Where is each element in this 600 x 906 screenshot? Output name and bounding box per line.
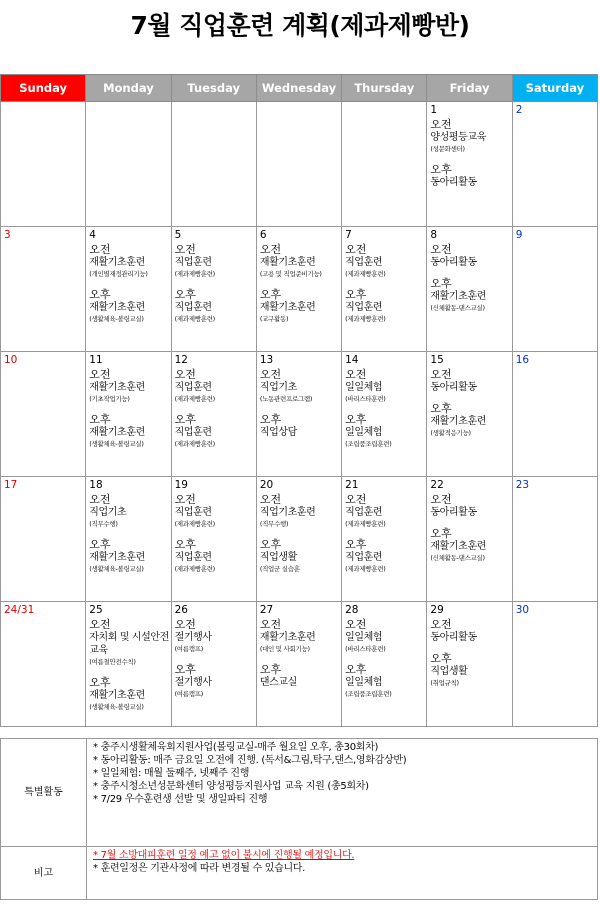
day-cell-monday bbox=[86, 352, 171, 477]
morning-activity: 절기행사 bbox=[174, 632, 212, 643]
morning-label: 오전 bbox=[174, 243, 196, 256]
special-activities-list bbox=[87, 739, 598, 847]
calendar-week-row bbox=[1, 602, 598, 727]
afternoon-activity-detail: (생활체육-볼링교실) bbox=[89, 565, 144, 573]
day-cell-wednesday bbox=[256, 227, 341, 352]
morning-activity-detail: (기초작업기능) bbox=[89, 395, 130, 403]
morning-activity-detail: (제과제빵훈련) bbox=[174, 395, 215, 403]
morning-activity: 동아리활동 bbox=[430, 382, 477, 393]
calendar-week-row bbox=[1, 352, 598, 477]
morning-label: 오전 bbox=[259, 368, 282, 381]
morning-activity-detail: (직무수행) bbox=[259, 520, 289, 528]
day-cell-friday bbox=[427, 352, 512, 477]
afternoon-activity: 일일체험 bbox=[345, 427, 383, 438]
spacer bbox=[345, 405, 426, 413]
afternoon-activity-detail: (생활적응기능) bbox=[430, 429, 471, 437]
afternoon-activity-detail: (제과제빵훈련) bbox=[174, 440, 215, 448]
morning-activity-detail: (직무수행) bbox=[89, 520, 118, 528]
spacer bbox=[430, 394, 511, 402]
day-number: 25 bbox=[89, 604, 103, 616]
afternoon-activity: 재활기초훈련 bbox=[89, 427, 145, 438]
spacer bbox=[175, 655, 256, 663]
afternoon-label: 오후 bbox=[430, 527, 452, 540]
day-cell-tuesday bbox=[171, 477, 256, 602]
spacer bbox=[89, 530, 170, 538]
afternoon-activity: 직업훈련 bbox=[345, 552, 383, 563]
spacer bbox=[260, 280, 341, 288]
day-number: 26 bbox=[174, 604, 188, 616]
morning-activity: 직업훈련 bbox=[174, 257, 212, 268]
morning-label: 오전 bbox=[174, 618, 196, 631]
calendar-week-row bbox=[1, 477, 598, 602]
day-cell-monday bbox=[86, 227, 171, 352]
day-cell-tuesday bbox=[171, 352, 256, 477]
afternoon-label: 오후 bbox=[430, 652, 452, 665]
morning-activity: 동아리활동 bbox=[430, 507, 477, 518]
day-number bbox=[4, 104, 85, 118]
afternoon-activity-detail: (생활체육-볼링교실) bbox=[89, 703, 144, 711]
day-number: 17 bbox=[4, 479, 18, 491]
afternoon-label: 오후 bbox=[430, 277, 452, 290]
morning-activity-detail: (바리스타훈련) bbox=[345, 645, 386, 653]
day-number: 9 bbox=[515, 229, 523, 241]
day-cell-sunday bbox=[1, 602, 86, 727]
day-cell-wednesday bbox=[256, 102, 341, 227]
morning-label: 오전 bbox=[174, 368, 196, 381]
afternoon-activity-detail: (교구활동) bbox=[259, 315, 289, 323]
day-number bbox=[260, 104, 341, 118]
afternoon-activity: 직업생활 bbox=[430, 666, 468, 677]
day-number: 11 bbox=[89, 354, 103, 366]
afternoon-activity-detail: (제과제빵훈련) bbox=[174, 565, 215, 573]
afternoon-activity: 재활기초훈련 bbox=[89, 552, 145, 563]
morning-activity-detail: (고용 및 직업준비기능) bbox=[259, 270, 322, 278]
weekday-header-friday: Friday bbox=[427, 75, 512, 102]
calendar-table bbox=[0, 74, 598, 727]
spacer bbox=[260, 530, 341, 538]
afternoon-activity: 재활기초훈련 bbox=[89, 690, 145, 701]
day-number: 28 bbox=[345, 604, 359, 616]
day-cell-sunday bbox=[1, 227, 86, 352]
afternoon-label: 오후 bbox=[430, 163, 452, 176]
afternoon-activity: 재활기초훈련 bbox=[89, 302, 145, 313]
morning-label: 오전 bbox=[345, 493, 367, 506]
afternoon-activity: 직업훈련 bbox=[174, 427, 212, 438]
afternoon-label: 오후 bbox=[430, 402, 452, 415]
day-number bbox=[345, 104, 426, 118]
special-activity-item: * 충주시청소년성문화센터 양성평등지원사업 교육 지원 (총5회차) bbox=[93, 781, 369, 792]
day-number bbox=[89, 104, 170, 118]
afternoon-label: 오후 bbox=[259, 538, 282, 551]
morning-activity-detail: (제과제빵훈련) bbox=[174, 270, 215, 278]
day-cell-thursday bbox=[342, 227, 427, 352]
morning-activity: 자치회 및 시설안전교육 bbox=[89, 632, 169, 656]
spacer bbox=[430, 519, 511, 527]
morning-label: 오전 bbox=[430, 493, 452, 506]
afternoon-activity: 재활기초훈련 bbox=[430, 541, 486, 552]
morning-label: 오전 bbox=[430, 118, 452, 131]
morning-label: 오전 bbox=[430, 243, 452, 256]
afternoon-activity: 재활기초훈련 bbox=[430, 291, 486, 302]
afternoon-activity-detail: (제과제빵훈련) bbox=[345, 315, 386, 323]
afternoon-label: 오후 bbox=[345, 413, 367, 426]
morning-activity: 직업훈련 bbox=[345, 257, 383, 268]
afternoon-activity: 절기행사 bbox=[174, 677, 212, 688]
morning-activity: 동아리활동 bbox=[430, 632, 477, 643]
day-cell-saturday bbox=[512, 602, 597, 727]
fire-drill-warning: * 7월 소방대피훈련 일정 예고 없이 불시에 진행될 예정입니다. bbox=[93, 850, 355, 861]
afternoon-label: 오후 bbox=[259, 413, 282, 426]
spacer bbox=[175, 405, 256, 413]
day-number: 16 bbox=[515, 354, 530, 366]
afternoon-label: 오후 bbox=[345, 538, 367, 551]
morning-label: 오전 bbox=[89, 243, 111, 256]
afternoon-activity: 직업훈련 bbox=[174, 302, 212, 313]
afternoon-activity-detail: (생활체육-볼링교실) bbox=[89, 315, 144, 323]
day-number: 24/31 bbox=[4, 604, 35, 616]
spacer bbox=[89, 668, 170, 676]
morning-label: 오전 bbox=[89, 618, 111, 631]
afternoon-activity-detail: (제과제빵훈련) bbox=[345, 565, 386, 573]
afternoon-activity: 일일체험 bbox=[345, 677, 383, 688]
day-number: 7 bbox=[345, 229, 352, 241]
morning-activity: 직업기초훈련 bbox=[259, 507, 316, 518]
afternoon-activity-detail: (제과제빵훈련) bbox=[174, 315, 215, 323]
afternoon-label: 오후 bbox=[174, 663, 196, 676]
special-activity-item: * 일일체험: 매월 둘째주, 넷째주 진행 bbox=[93, 768, 250, 779]
day-number: 8 bbox=[430, 229, 438, 241]
afternoon-activity-detail: (취업규칙) bbox=[430, 679, 459, 687]
afternoon-label: 오후 bbox=[174, 538, 196, 551]
afternoon-activity-detail: (여름캠프) bbox=[174, 690, 203, 698]
afternoon-activity: 직업상담 bbox=[259, 427, 297, 438]
day-number: 27 bbox=[259, 604, 274, 616]
day-cell-saturday bbox=[512, 227, 597, 352]
afternoon-label: 오후 bbox=[174, 413, 196, 426]
weekday-header-row bbox=[1, 75, 598, 102]
remarks-row bbox=[1, 847, 598, 900]
spacer bbox=[345, 280, 426, 288]
day-number: 13 bbox=[259, 354, 274, 366]
morning-activity: 직업훈련 bbox=[174, 507, 212, 518]
day-cell-thursday bbox=[342, 102, 427, 227]
afternoon-label: 오후 bbox=[174, 288, 196, 301]
day-number: 2 bbox=[515, 104, 523, 116]
day-cell-monday bbox=[86, 602, 171, 727]
morning-activity: 동아리활동 bbox=[430, 257, 477, 268]
day-cell-saturday bbox=[512, 352, 597, 477]
spacer bbox=[345, 655, 426, 663]
afternoon-activity-detail: (생활체육-볼링교실) bbox=[89, 440, 144, 448]
afternoon-activity: 댄스교실 bbox=[259, 677, 297, 688]
weekday-header-sunday: Sunday bbox=[1, 75, 86, 102]
afternoon-activity-detail: (직업군 실습훈 bbox=[259, 565, 300, 573]
morning-activity: 직업기초 bbox=[259, 382, 297, 393]
spacer bbox=[260, 655, 341, 663]
spacer bbox=[89, 280, 170, 288]
day-cell-tuesday bbox=[171, 602, 256, 727]
weekday-header-saturday: Saturday bbox=[512, 75, 597, 102]
day-number: 23 bbox=[515, 479, 530, 491]
day-number: 19 bbox=[174, 479, 188, 491]
notes-table bbox=[0, 738, 598, 900]
day-number: 10 bbox=[4, 354, 18, 366]
day-cell-saturday bbox=[512, 102, 597, 227]
day-cell-monday bbox=[86, 102, 171, 227]
morning-activity-detail: (제과제빵훈련) bbox=[345, 520, 386, 528]
day-number: 14 bbox=[345, 354, 359, 366]
spacer bbox=[430, 155, 511, 163]
morning-activity: 직업훈련 bbox=[174, 382, 212, 393]
morning-activity-detail: (노동관련프로그램) bbox=[259, 395, 313, 403]
afternoon-label: 오후 bbox=[89, 413, 111, 426]
morning-activity: 재활기초훈련 bbox=[259, 257, 316, 268]
day-cell-saturday bbox=[512, 477, 597, 602]
afternoon-label: 오후 bbox=[89, 676, 111, 689]
day-number: 21 bbox=[345, 479, 359, 491]
weekday-header-tuesday: Tuesday bbox=[171, 75, 256, 102]
morning-activity: 일일체험 bbox=[345, 382, 383, 393]
day-cell-friday bbox=[427, 602, 512, 727]
day-number: 1 bbox=[430, 104, 438, 116]
afternoon-label: 오후 bbox=[345, 663, 367, 676]
afternoon-activity: 직업훈련 bbox=[174, 552, 212, 563]
day-cell-sunday bbox=[1, 477, 86, 602]
page-title: 7월 직업훈련 계획(제과제빵반) bbox=[130, 11, 470, 40]
afternoon-label: 오후 bbox=[259, 288, 282, 301]
day-number: 30 bbox=[515, 604, 530, 616]
morning-activity: 양성평등교육 bbox=[430, 132, 486, 143]
day-cell-thursday bbox=[342, 352, 427, 477]
morning-activity-detail: (개인별재정관리기능) bbox=[89, 270, 148, 278]
day-cell-friday bbox=[427, 102, 512, 227]
day-number: 15 bbox=[430, 354, 444, 366]
day-number: 5 bbox=[174, 229, 182, 241]
remarks-list bbox=[87, 847, 598, 900]
day-cell-thursday bbox=[342, 477, 427, 602]
morning-activity: 직업기초 bbox=[89, 507, 127, 518]
weekday-header-wednesday: Wednesday bbox=[256, 75, 341, 102]
day-cell-thursday bbox=[342, 602, 427, 727]
afternoon-activity-detail: (신체활동-댄스교실) bbox=[430, 554, 485, 562]
morning-activity-detail: (성문화센터) bbox=[430, 145, 465, 153]
afternoon-label: 오후 bbox=[259, 663, 282, 676]
morning-label: 오전 bbox=[259, 618, 282, 631]
special-activity-item: * 7/29 우수훈련생 선발 및 생일파티 진행 bbox=[93, 794, 268, 805]
special-activities-label: 특별활동 bbox=[1, 739, 87, 847]
day-number: 12 bbox=[174, 354, 188, 366]
spacer bbox=[430, 269, 511, 277]
remarks-label: 비고 bbox=[1, 847, 87, 900]
day-cell-sunday bbox=[1, 352, 86, 477]
morning-activity: 재활기초훈련 bbox=[259, 632, 316, 643]
afternoon-activity: 직업생활 bbox=[259, 552, 297, 563]
afternoon-activity-detail: (조립품조립훈련) bbox=[345, 690, 392, 698]
morning-label: 오전 bbox=[430, 618, 452, 631]
afternoon-activity: 재활기초훈련 bbox=[430, 416, 486, 427]
day-number: 6 bbox=[259, 229, 267, 241]
calendar-week-row bbox=[1, 102, 598, 227]
day-number bbox=[175, 104, 256, 118]
afternoon-activity-detail: (신체활동-댄스교실) bbox=[430, 304, 485, 312]
day-cell-tuesday bbox=[171, 102, 256, 227]
morning-label: 오전 bbox=[430, 368, 452, 381]
day-number: 22 bbox=[430, 479, 444, 491]
spacer bbox=[175, 530, 256, 538]
morning-label: 오전 bbox=[259, 243, 282, 256]
spacer bbox=[175, 280, 256, 288]
day-cell-friday bbox=[427, 477, 512, 602]
day-number: 4 bbox=[89, 229, 96, 241]
morning-activity: 직업훈련 bbox=[345, 507, 383, 518]
day-cell-wednesday bbox=[256, 477, 341, 602]
day-cell-sunday bbox=[1, 102, 86, 227]
morning-activity-detail: (여름철안전수칙) bbox=[89, 658, 136, 666]
morning-label: 오전 bbox=[89, 368, 111, 381]
morning-activity: 일일체험 bbox=[345, 632, 383, 643]
day-cell-friday bbox=[427, 227, 512, 352]
morning-label: 오전 bbox=[259, 493, 282, 506]
day-cell-wednesday bbox=[256, 602, 341, 727]
weekday-header-thursday: Thursday bbox=[342, 75, 427, 102]
calendar-week-row bbox=[1, 227, 598, 352]
weekday-header-monday: Monday bbox=[86, 75, 171, 102]
afternoon-label: 오후 bbox=[89, 288, 111, 301]
spacer bbox=[345, 530, 426, 538]
afternoon-activity: 동아리활동 bbox=[430, 177, 477, 188]
morning-activity-detail: (대인 및 사회기능) bbox=[259, 645, 310, 653]
spacer bbox=[430, 644, 511, 652]
day-number: 20 bbox=[259, 479, 274, 491]
morning-activity-detail: (여름캠프) bbox=[174, 645, 203, 653]
day-number: 18 bbox=[89, 479, 103, 491]
morning-label: 오전 bbox=[345, 618, 367, 631]
day-number: 3 bbox=[4, 229, 11, 241]
afternoon-activity: 재활기초훈련 bbox=[259, 302, 316, 313]
afternoon-activity: 직업훈련 bbox=[345, 302, 383, 313]
morning-activity: 재활기초훈련 bbox=[89, 257, 145, 268]
schedule-change-note: * 훈련일정은 기관사정에 따라 변경될 수 있습니다. bbox=[93, 863, 306, 874]
morning-activity-detail: (제과제빵훈련) bbox=[345, 270, 386, 278]
morning-activity-detail: (제과제빵훈련) bbox=[174, 520, 215, 528]
afternoon-label: 오후 bbox=[89, 538, 111, 551]
morning-activity: 재활기초훈련 bbox=[89, 382, 145, 393]
spacer bbox=[89, 405, 170, 413]
special-activity-item: * 충주시생활체육회지원사업(볼링교실-매주 월요일 오후, 총30회차) bbox=[93, 742, 379, 753]
afternoon-activity-detail: (조립품조립훈련) bbox=[345, 440, 392, 448]
special-activities-row bbox=[1, 739, 598, 847]
morning-label: 오전 bbox=[345, 243, 367, 256]
morning-label: 오전 bbox=[89, 493, 111, 506]
morning-activity-detail: (바리스타훈련) bbox=[345, 395, 386, 403]
day-cell-wednesday bbox=[256, 352, 341, 477]
special-activity-item: * 동아리활동: 매주 금요일 오전에 진행. (독서&그림,탁구,댄스,영화감상반) bbox=[93, 755, 407, 766]
spacer bbox=[260, 405, 341, 413]
afternoon-label: 오후 bbox=[345, 288, 367, 301]
morning-label: 오전 bbox=[345, 368, 367, 381]
morning-label: 오전 bbox=[174, 493, 196, 506]
day-cell-monday bbox=[86, 477, 171, 602]
day-number: 29 bbox=[430, 604, 444, 616]
day-cell-tuesday bbox=[171, 227, 256, 352]
